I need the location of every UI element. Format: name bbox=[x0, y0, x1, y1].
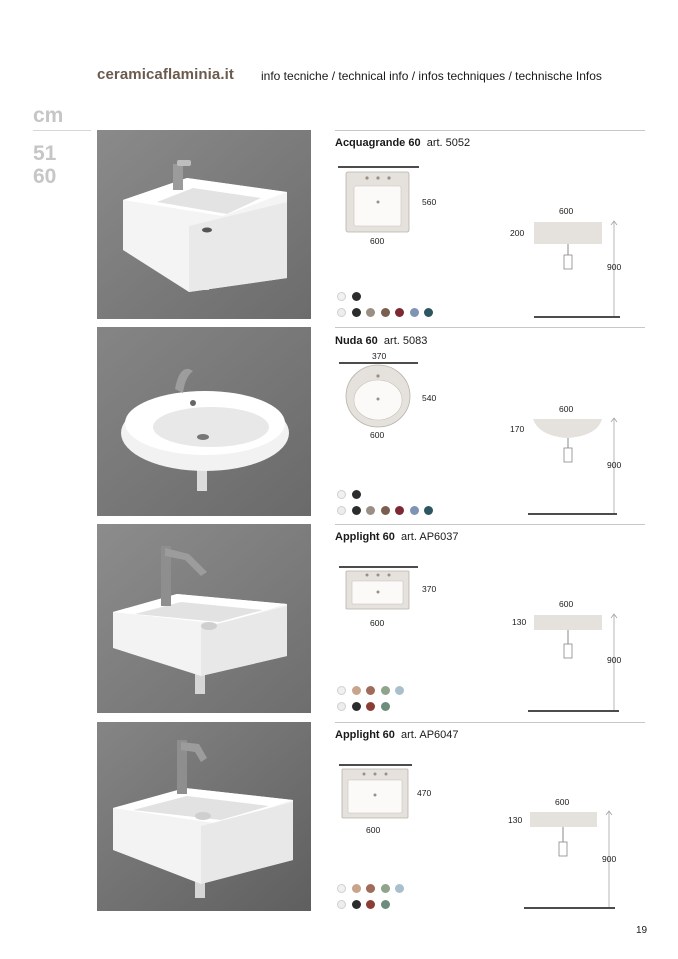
unit-label: cm bbox=[33, 104, 64, 127]
dim-side-width: 600 bbox=[559, 206, 574, 216]
dim-top-width: 600 bbox=[370, 430, 385, 440]
brand-logo: ceramicaflaminia.it bbox=[97, 66, 234, 83]
color-swatch bbox=[424, 308, 433, 317]
color-swatch bbox=[381, 686, 390, 695]
dim-top-depth: 540 bbox=[422, 393, 437, 403]
dim-side-height: 170 bbox=[510, 424, 525, 434]
color-swatch bbox=[395, 686, 404, 695]
section-divider bbox=[335, 130, 645, 131]
product-article: art. 5083 bbox=[383, 335, 428, 347]
color-swatch bbox=[352, 900, 361, 909]
color-swatches-top bbox=[337, 292, 366, 302]
product-name: Acquagrande 60 bbox=[335, 137, 421, 149]
color-swatch bbox=[381, 884, 390, 893]
product-photo-acquagrande bbox=[97, 130, 311, 319]
dim-top-depth: 370 bbox=[422, 584, 437, 594]
section-divider bbox=[335, 524, 645, 525]
size-label-60: 60 bbox=[33, 165, 57, 188]
color-swatch bbox=[337, 884, 346, 893]
color-swatch bbox=[366, 686, 375, 695]
product-title bbox=[335, 137, 470, 149]
section-divider bbox=[335, 327, 645, 328]
dim-side-width: 600 bbox=[555, 797, 570, 807]
product-article: art. 5052 bbox=[426, 137, 471, 149]
section-divider bbox=[335, 722, 645, 723]
unit-divider bbox=[33, 130, 91, 131]
color-swatch bbox=[352, 506, 361, 515]
product-title bbox=[335, 729, 459, 741]
dim-top-depth: 470 bbox=[417, 788, 432, 798]
product-name: Nuda 60 bbox=[335, 335, 378, 347]
color-swatch bbox=[410, 308, 419, 317]
product-photo-applight-ap6047 bbox=[97, 722, 311, 911]
color-swatches-top bbox=[337, 490, 366, 500]
dim-side-width: 600 bbox=[559, 404, 574, 414]
dim-top-width: 600 bbox=[366, 825, 381, 835]
color-swatch bbox=[337, 686, 346, 695]
color-swatch bbox=[352, 686, 361, 695]
color-swatch bbox=[337, 292, 346, 301]
color-swatch bbox=[366, 900, 375, 909]
color-swatches-top bbox=[337, 884, 410, 894]
dim-top-width-label: 370 bbox=[372, 351, 387, 361]
product-article: art. AP6037 bbox=[401, 531, 459, 543]
color-swatches-bottom bbox=[337, 900, 395, 910]
product-photo-nuda bbox=[97, 327, 311, 516]
dim-top-width: 600 bbox=[370, 236, 385, 246]
color-swatch bbox=[337, 702, 346, 711]
dim-top-width: 600 bbox=[370, 618, 385, 628]
product-name: Applight 60 bbox=[335, 531, 395, 543]
technical-drawing bbox=[335, 160, 645, 350]
dim-side-height: 200 bbox=[510, 228, 525, 238]
product-title bbox=[335, 531, 459, 543]
color-swatch bbox=[337, 506, 346, 515]
color-swatch bbox=[381, 308, 390, 317]
color-swatch bbox=[366, 506, 375, 515]
page-number: 19 bbox=[636, 925, 648, 936]
color-swatches-bottom bbox=[337, 702, 395, 712]
color-swatch bbox=[352, 292, 361, 301]
color-swatches-top bbox=[337, 686, 410, 696]
dim-side-height: 130 bbox=[512, 617, 527, 627]
product-article: art. AP6047 bbox=[401, 729, 459, 741]
product-title bbox=[335, 335, 427, 347]
color-swatch bbox=[424, 506, 433, 515]
color-swatches-bottom bbox=[337, 308, 439, 318]
color-swatch bbox=[395, 884, 404, 893]
color-swatch bbox=[337, 900, 346, 909]
product-name: Applight 60 bbox=[335, 729, 395, 741]
size-label-51: 51 bbox=[33, 142, 57, 165]
color-swatch bbox=[352, 490, 361, 499]
color-swatch bbox=[352, 884, 361, 893]
product-photo-applight-ap6037 bbox=[97, 524, 311, 713]
dim-install-height: 900 bbox=[602, 854, 617, 864]
color-swatch bbox=[366, 884, 375, 893]
color-swatch bbox=[381, 702, 390, 711]
color-swatch bbox=[366, 702, 375, 711]
color-swatch bbox=[381, 506, 390, 515]
color-swatch bbox=[337, 490, 346, 499]
color-swatch bbox=[337, 308, 346, 317]
color-swatch bbox=[395, 308, 404, 317]
header-info: info tecniche / technical info / infos techniques / technische Infos bbox=[261, 69, 602, 83]
dim-install-height: 900 bbox=[607, 655, 622, 665]
dim-install-height: 900 bbox=[607, 262, 622, 272]
dim-side-height: 130 bbox=[508, 815, 523, 825]
color-swatch bbox=[395, 506, 404, 515]
color-swatches-bottom bbox=[337, 506, 439, 516]
dim-top-depth: 560 bbox=[422, 197, 437, 207]
color-swatch bbox=[366, 308, 375, 317]
color-swatch bbox=[352, 308, 361, 317]
color-swatch bbox=[352, 702, 361, 711]
technical-drawing bbox=[335, 758, 648, 948]
color-swatch bbox=[410, 506, 419, 515]
color-swatch bbox=[381, 900, 390, 909]
dim-install-height: 900 bbox=[607, 460, 622, 470]
dim-side-width: 600 bbox=[559, 599, 574, 609]
